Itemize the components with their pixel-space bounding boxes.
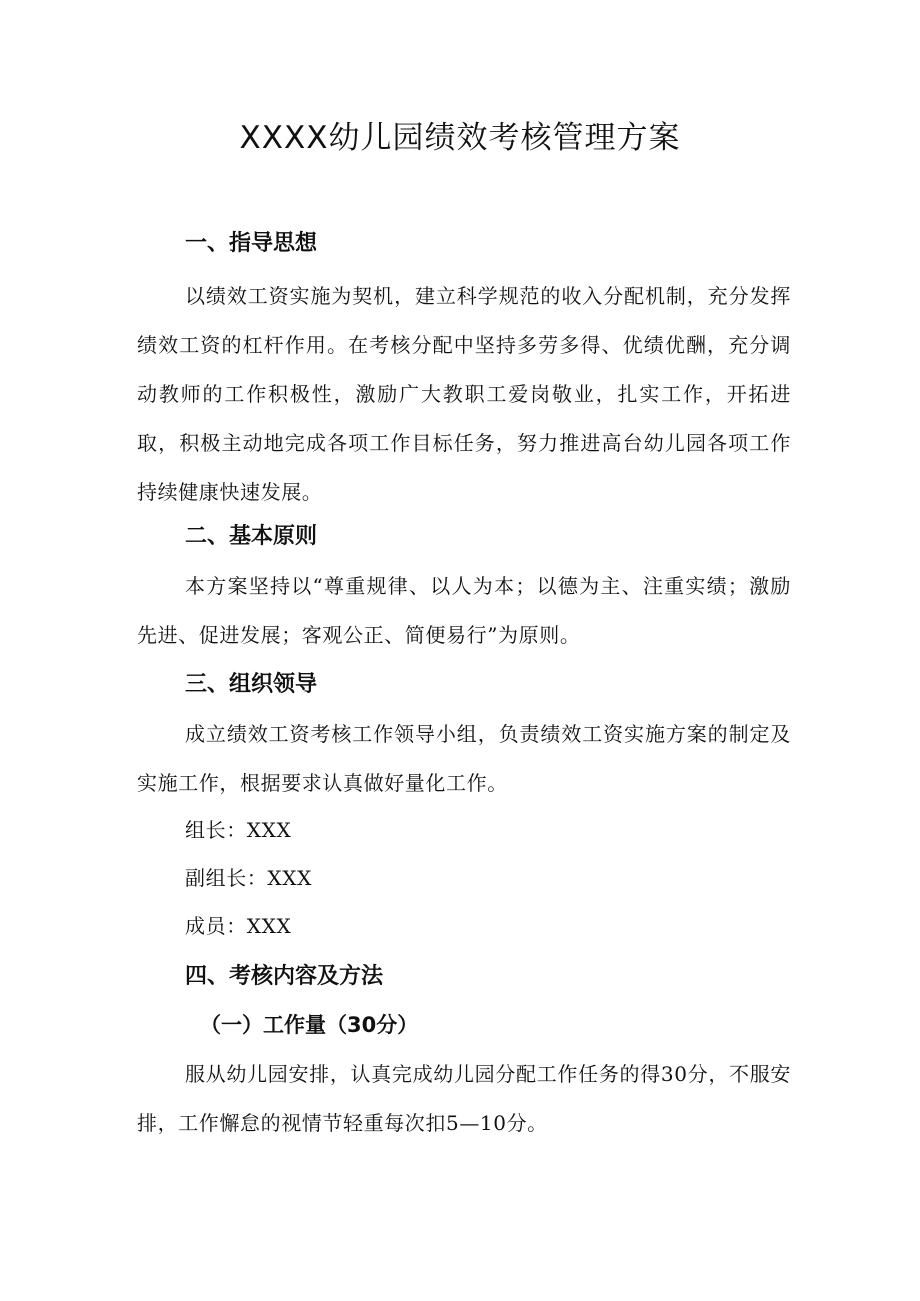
section-paragraph-workload: 服从幼儿园安排，认真完成幼儿园分配工作任务的得30分，不服安排，工作懈怠的视情节轻重每次扣5—10分。 (137, 1062, 791, 1135)
member-line-deputy-leader: 副组长：XXX (185, 866, 312, 890)
section-paragraph-organization-leadership: 成立绩效工资考核工作领导小组，负责绩效工资实施方案的制定及实施工作，根据要求认真做好量化工作。 (137, 722, 791, 795)
section-heading-basic-principles: 二、基本原则 (185, 524, 318, 549)
document-title: XXXX幼儿园绩效考核管理方案 (239, 120, 681, 156)
member-line-members: 成员：XXX (185, 914, 292, 938)
section-heading-assessment-content: 四、考核内容及方法 (185, 964, 384, 989)
member-line-leader: 组长：XXX (185, 818, 292, 842)
section-paragraph-basic-principles: 本方案坚持以“尊重规律、以人为本；以德为主、注重实绩；激励先进、促进发展；客观公正、简便易行”为原则。 (137, 574, 791, 647)
section-heading-organization-leadership: 三、组织领导 (185, 672, 318, 697)
section-heading-guiding-ideology: 一、指导思想 (185, 231, 318, 256)
subsection-heading-workload: （一）工作量（30分） (200, 1013, 419, 1037)
section-paragraph-guiding-ideology: 以绩效工资实施为契机，建立科学规范的收入分配机制，充分发挥绩效工资的杠杆作用。在考核分配中坚持多劳多得、优绩优酬，充分调动教师的工作积极性，激励广大教职工爱岗敬业，扎实工作，开拓进取，积极主动地完成各项工作目标任务，努力推进高台幼儿园各项工作持续健康快速发展。 (137, 284, 791, 504)
